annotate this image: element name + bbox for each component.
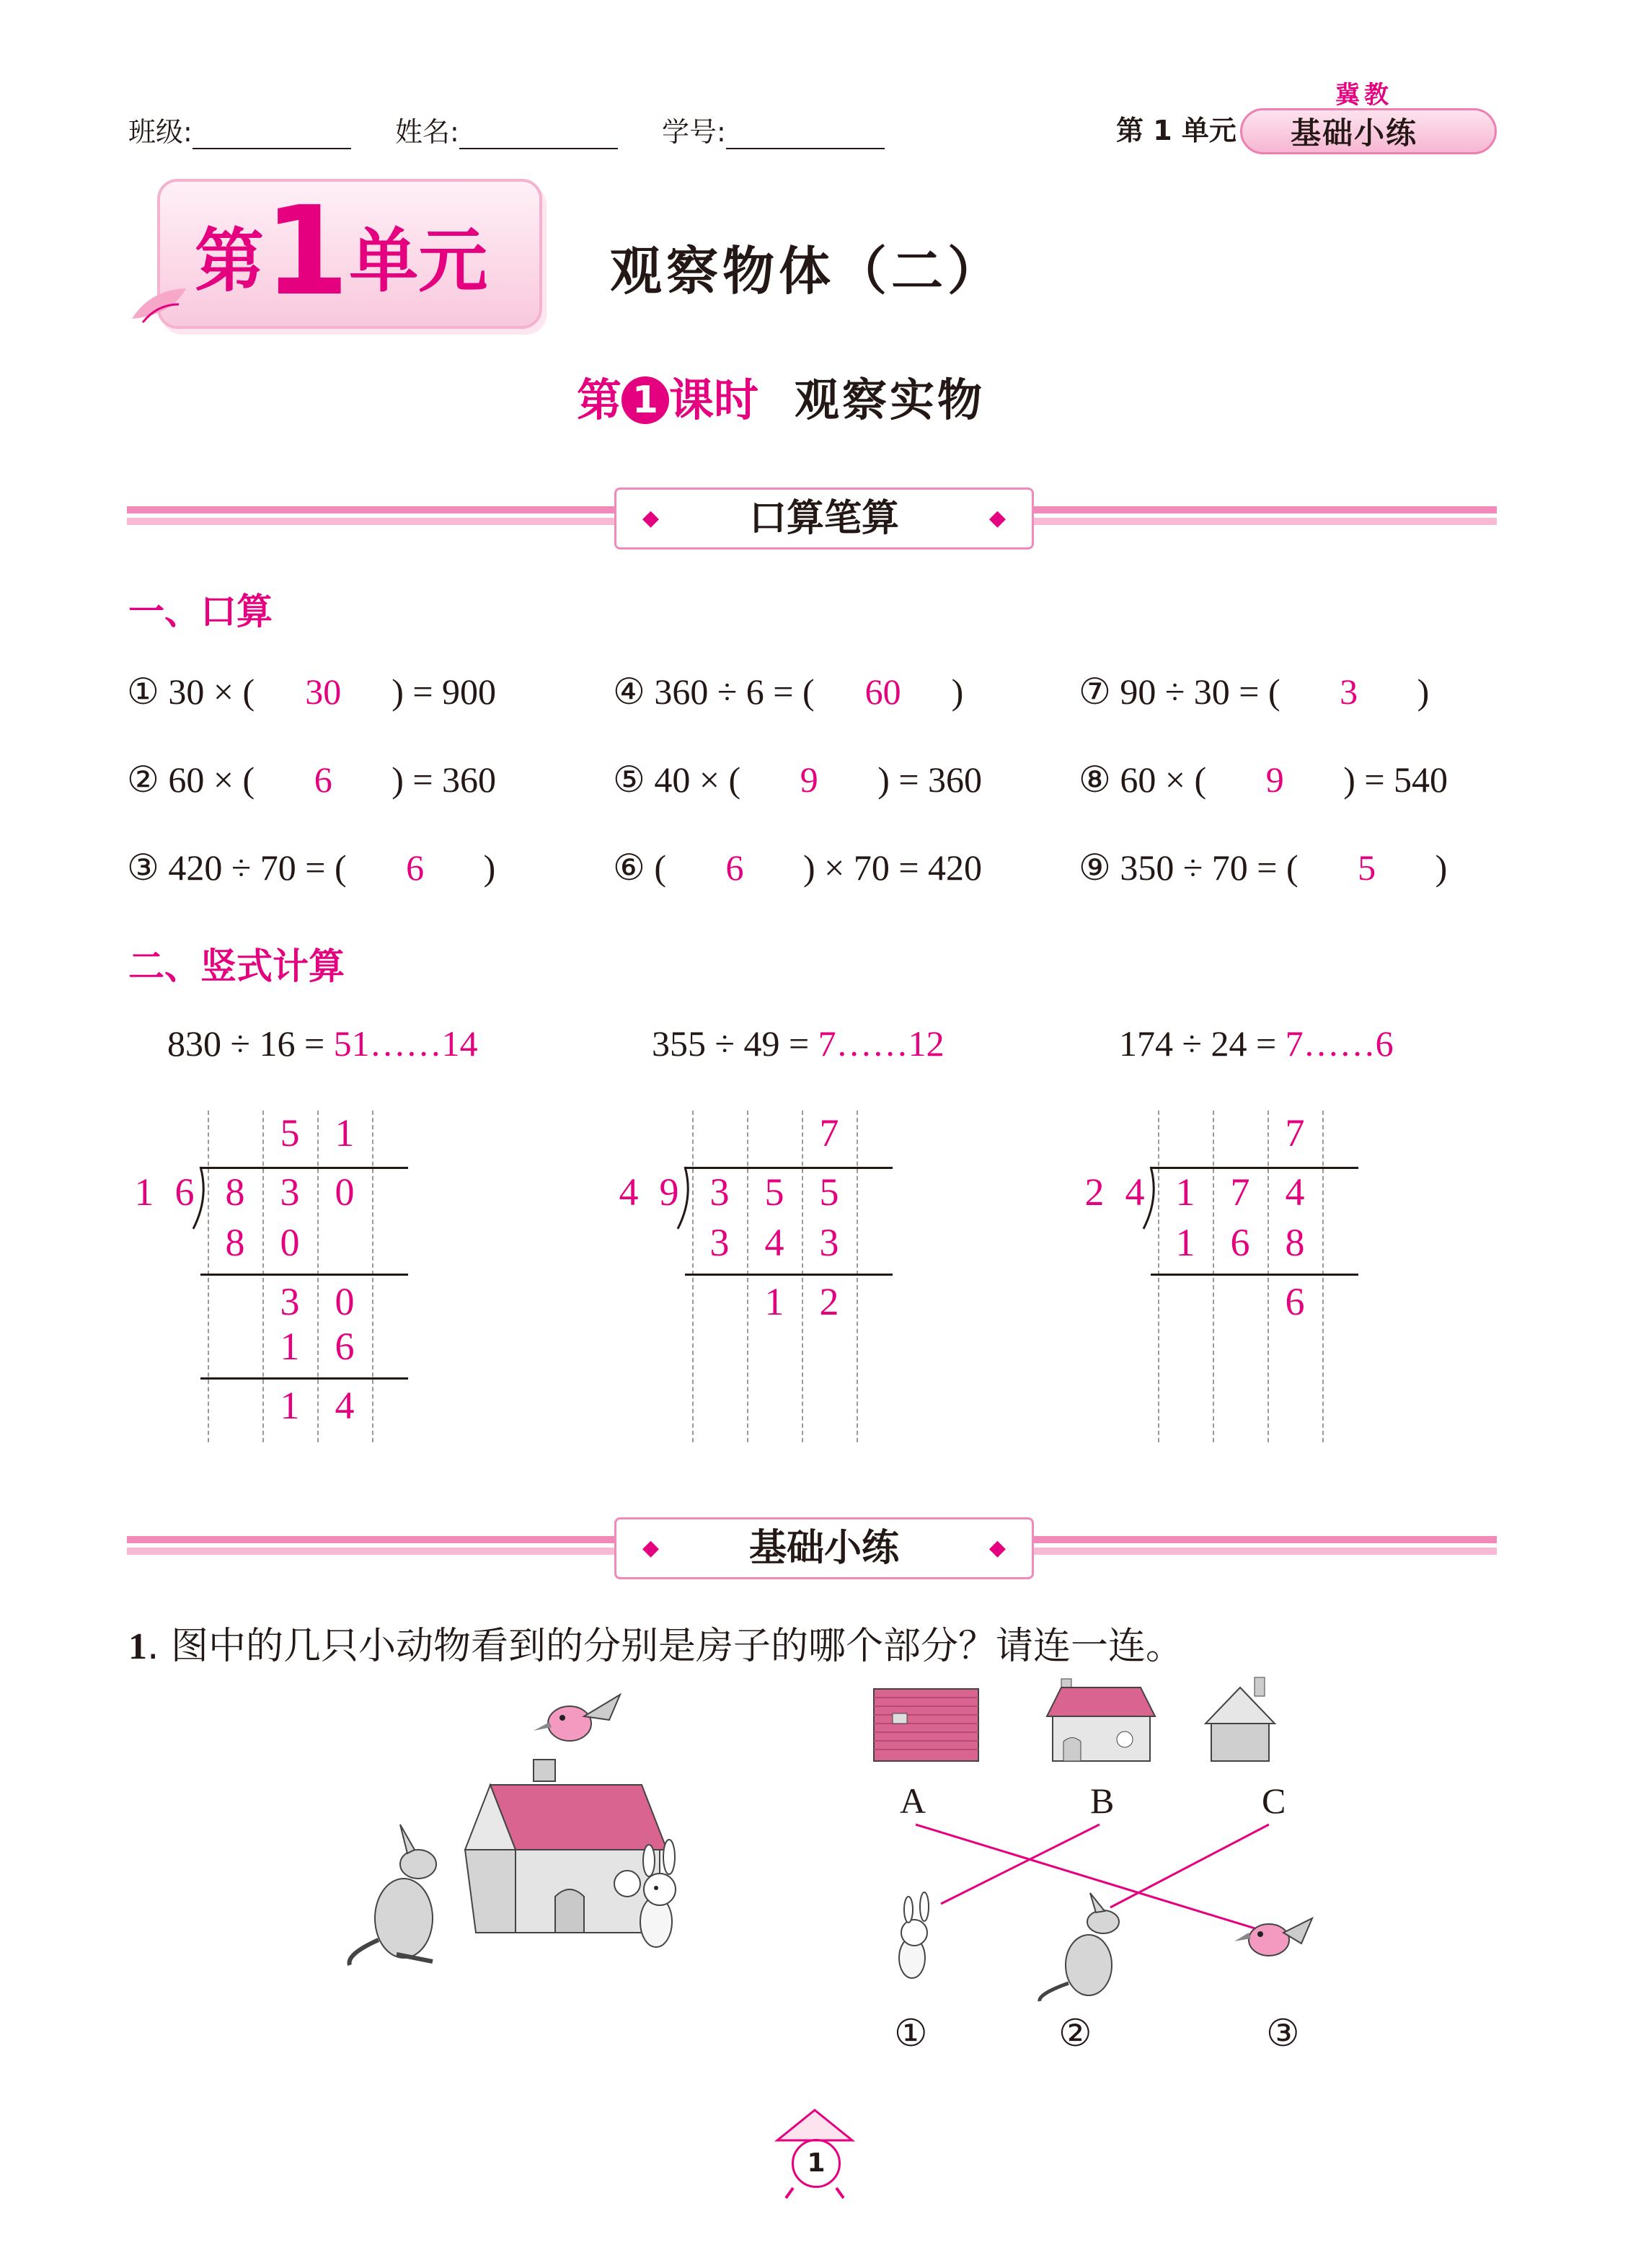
brand-title: 基础小练: [1291, 115, 1418, 151]
answer-field[interactable]: 60: [864, 671, 901, 712]
written-expression: [652, 1023, 944, 1064]
step-digit[interactable]: 8: [225, 1221, 245, 1264]
question-prefix: 40 × (: [645, 759, 741, 800]
step-digit[interactable]: 6: [1230, 1221, 1250, 1264]
page-number: 1: [792, 2139, 841, 2188]
long-division: [123, 1111, 425, 1450]
long-division: [1073, 1111, 1376, 1450]
house-front-view-icon: [1047, 1679, 1155, 1761]
section-banner-practice: ◆ 基础小练 ◆: [614, 1517, 1034, 1579]
answer-field[interactable]: 3: [1340, 671, 1358, 712]
grid-guide-line: [317, 1111, 319, 1442]
student-id-field[interactable]: [662, 110, 885, 149]
oral-question: [613, 847, 982, 888]
dividend-digit: 3: [709, 1170, 730, 1214]
lesson-prefix: 第: [577, 374, 622, 426]
step-digit[interactable]: 1: [280, 1384, 300, 1427]
division-bar: [1151, 1167, 1358, 1169]
divisor-digit: 9: [659, 1170, 679, 1214]
division-bracket: [673, 1165, 695, 1230]
question-prefix: 350 ÷ 70 = (: [1110, 847, 1299, 888]
step-digit[interactable]: 0: [280, 1221, 300, 1264]
question-index: ⑦: [1079, 671, 1111, 712]
grid-guide-line: [802, 1111, 803, 1442]
answer-field[interactable]: 6: [725, 847, 744, 888]
question-prefix: 420 ÷ 70 = (: [159, 847, 347, 888]
grid-guide-line: [1213, 1111, 1214, 1442]
question-index: ⑧: [1079, 759, 1111, 800]
question-1: [128, 1615, 1183, 1669]
answer-field[interactable]: 6: [406, 847, 425, 888]
expression: 830 ÷ 16 =: [167, 1023, 334, 1064]
question-number: 1: [128, 1626, 147, 1667]
oral-question: [613, 671, 963, 712]
written-expression: [1119, 1023, 1394, 1064]
question-prefix: 60 × (: [159, 759, 255, 800]
unit-heading: [195, 180, 487, 323]
dividend-digit: 1: [1175, 1170, 1195, 1214]
question-suffix: ): [483, 847, 496, 888]
dividend-digit: 8: [225, 1170, 245, 1214]
divisor-digit: 2: [1084, 1170, 1105, 1214]
step-digit[interactable]: 1: [764, 1280, 784, 1323]
question-suffix: ): [1417, 671, 1430, 712]
question-suffix: ) = 360: [391, 759, 497, 800]
step-digit[interactable]: 3: [819, 1221, 839, 1264]
class-field[interactable]: [128, 110, 351, 149]
division-bracket: [1139, 1165, 1161, 1230]
bird-icon: [534, 1695, 620, 1741]
step-digit[interactable]: 4: [335, 1384, 355, 1427]
leaf-icon: [128, 283, 193, 326]
question-text: . 图中的几只小动物看到的分别是房子的哪个部分？请连一连。: [147, 1625, 1184, 1668]
oral-question: [127, 759, 496, 800]
house-views: [872, 1673, 1319, 1767]
grid-guide-line: [1322, 1111, 1324, 1442]
question-suffix: ) = 900: [391, 671, 497, 712]
house-top-view-icon: [874, 1689, 978, 1761]
animal-label[interactable]: ①: [894, 2013, 928, 2055]
step-digit[interactable]: 2: [819, 1280, 839, 1323]
oral-question: [1079, 671, 1429, 712]
dividend-digit: 7: [1230, 1170, 1250, 1214]
question-suffix: ): [1435, 847, 1448, 888]
grid-guide-line: [262, 1111, 264, 1442]
grid-guide-line: [857, 1111, 858, 1442]
lesson-suffix: 课时: [669, 374, 759, 426]
question-suffix: ) = 540: [1343, 759, 1448, 800]
division-bracket: [189, 1165, 211, 1230]
question-index: ⑤: [613, 759, 645, 800]
kangaroo-icon: [350, 1824, 437, 1965]
question-prefix: 30 × (: [159, 671, 255, 712]
rabbit-icon: [899, 1892, 929, 1978]
question-index: ④: [613, 671, 645, 712]
question-index: ⑨: [1079, 847, 1111, 888]
division-bar: [200, 1167, 408, 1169]
oral-question: [613, 759, 982, 800]
house-icon: [465, 1760, 667, 1933]
animal-row: [880, 1889, 1327, 2005]
question-suffix: ) × 70 = 420: [802, 847, 983, 888]
grid-guide-line: [372, 1111, 373, 1442]
written-expression: [167, 1023, 478, 1064]
banner-label: 口算笔算: [748, 497, 899, 540]
question-index: ⑥: [613, 847, 645, 888]
quotient-digit[interactable]: 7: [1285, 1111, 1305, 1155]
question-suffix: ): [951, 671, 964, 712]
answer-field[interactable]: 7……6: [1285, 1023, 1394, 1064]
grid-guide-line: [747, 1111, 748, 1442]
view-label[interactable]: A: [900, 1781, 926, 1821]
house-side-view-icon: [1205, 1677, 1275, 1761]
quotient-digit[interactable]: 5: [280, 1111, 300, 1155]
name-field[interactable]: [395, 110, 618, 149]
lesson-name: 观察实物: [795, 374, 986, 426]
subtraction-line: [200, 1274, 408, 1276]
lesson-number: 1: [621, 376, 669, 424]
dividend-digit: 3: [280, 1170, 300, 1214]
oral-question: [1079, 847, 1447, 888]
class-label: 班级:: [128, 116, 193, 148]
subtraction-line: [200, 1377, 408, 1380]
long-division: [607, 1111, 910, 1450]
house-scene-illustration: [339, 1687, 728, 1990]
brand-subtitle: 冀教: [1335, 81, 1393, 110]
subtraction-line: [1151, 1274, 1358, 1276]
dividend-digit: 4: [1285, 1170, 1305, 1214]
quotient-digit[interactable]: 7: [819, 1111, 839, 1155]
grid-guide-line: [692, 1111, 694, 1442]
question-index: ③: [127, 847, 159, 888]
name-label: 姓名:: [395, 116, 459, 148]
answer-field[interactable]: 30: [305, 671, 342, 712]
answer-field[interactable]: 6: [314, 759, 332, 800]
dividend-digit: 5: [819, 1170, 839, 1214]
grid-guide-line: [1268, 1111, 1269, 1442]
oral-question: [127, 671, 496, 712]
question-suffix: ) = 360: [877, 759, 983, 800]
step-digit[interactable]: 3: [280, 1280, 300, 1323]
bird-icon: [1234, 1918, 1312, 1956]
question-prefix: 90 ÷ 30 = (: [1110, 671, 1280, 712]
divisor-digit: 4: [619, 1170, 639, 1214]
unit-title: 观察物体（二）: [610, 241, 1004, 301]
division-bar: [685, 1167, 893, 1169]
kangaroo-icon: [1040, 1893, 1119, 2001]
divisor-digit: 4: [1125, 1170, 1145, 1214]
expression: 174 ÷ 24 =: [1119, 1023, 1286, 1064]
answer-field[interactable]: 5: [1358, 847, 1376, 888]
divisor-digit: 6: [174, 1170, 195, 1214]
answer-field[interactable]: 9: [1265, 759, 1284, 800]
dividend-digit: 5: [764, 1170, 784, 1214]
grid-guide-line: [208, 1111, 209, 1442]
step-digit[interactable]: 6: [1285, 1280, 1305, 1323]
divisor-digit: 1: [134, 1170, 154, 1214]
answer-field[interactable]: 7……12: [818, 1023, 944, 1064]
question-prefix: 60 × (: [1110, 759, 1207, 800]
dividend-digit: 0: [335, 1170, 355, 1214]
expression: 355 ÷ 49 =: [652, 1023, 818, 1064]
view-label[interactable]: B: [1090, 1781, 1115, 1821]
oral-question: [1079, 759, 1448, 800]
oral-question: [127, 847, 495, 888]
unit-indicator: 第 1 单元: [1116, 115, 1237, 146]
question-index: ①: [127, 671, 159, 712]
heading-oral: 一、口算: [128, 591, 273, 632]
question-prefix: 360 ÷ 6 = (: [645, 671, 815, 712]
step-digit[interactable]: 8: [1285, 1221, 1305, 1264]
unit-suffix: 单元: [349, 221, 488, 301]
quotient-digit[interactable]: 1: [335, 1111, 355, 1155]
step-digit[interactable]: 6: [335, 1325, 355, 1368]
section-banner-oral: ◆ 口算笔算 ◆: [614, 487, 1034, 550]
step-digit[interactable]: 1: [1175, 1221, 1195, 1264]
subtraction-line: [685, 1274, 893, 1276]
answer-field[interactable]: 51……14: [333, 1023, 478, 1064]
animal-label[interactable]: ③: [1266, 2013, 1300, 2055]
question-prefix: (: [645, 847, 666, 888]
view-label[interactable]: C: [1262, 1781, 1286, 1821]
grid-guide-line: [1158, 1111, 1159, 1442]
step-digit[interactable]: 1: [280, 1325, 300, 1368]
student-id-label: 学号:: [662, 116, 726, 148]
unit-prefix: 第: [195, 221, 264, 301]
animal-label[interactable]: ②: [1058, 2013, 1092, 2055]
step-digit[interactable]: 0: [335, 1280, 355, 1323]
step-digit[interactable]: 3: [709, 1221, 730, 1264]
banner-label: 基础小练: [748, 1527, 899, 1570]
heading-written: 二、竖式计算: [128, 945, 345, 987]
step-digit[interactable]: 4: [764, 1221, 784, 1264]
answer-field[interactable]: 9: [800, 759, 818, 800]
unit-number: 1: [264, 180, 350, 323]
lesson-heading: [577, 364, 985, 428]
question-index: ②: [127, 759, 159, 800]
